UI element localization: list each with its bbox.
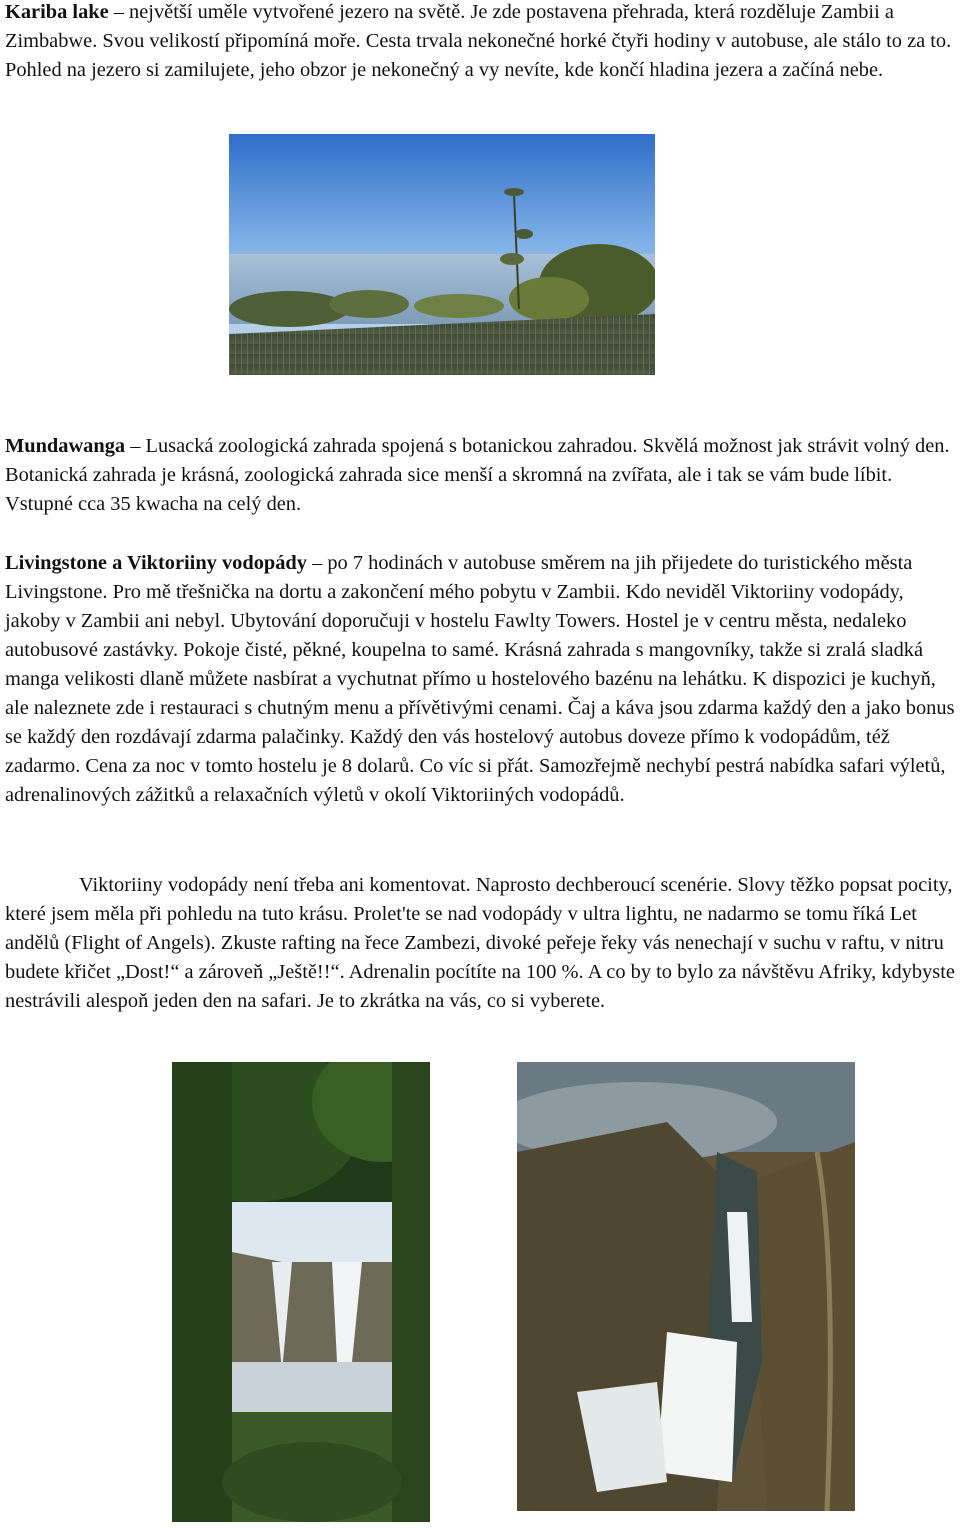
photo-victoria-falls-gorge [172, 1062, 430, 1522]
text-kariba-lake: – největší uměle vytvořené jezero na světě. Je zde postavena přehrada, která rozděluje Zambii a Zimbabwe. Svou velikostí připomíná moře. Cesta trvala nekonečné horké čtyři hodiny v autobuse, ale stálo to za to. Pohled na jezero si zamilujete, jeho obzor je nekonečný a vy nevíte, kde končí hladina jezera a začíná nebe. [5, 1, 952, 81]
text-livingstone: – po 7 hodinách v autobuse směrem na jih přijedete do turistického města Livingstone. Pro mě třešnička na dortu a zakončení mého pobytu v Zambii. Kdo neviděl Viktoriiny vodopády, jakoby v Zambii ani nebyl. Ubytování doporučuji v hostelu Fawlty Towers. Hostel je v centru města, nedaleko autobusové zastávky. Pokoje čisté, pěkné, koupelna to samé. Krásná zahrada s mangovníky, takže si zralá sladká manga velikosti dlaně můžete nasbírat a vychutnat přímo u hostelového bazénu na lehátku. K dispozici je kuchyň, ale naleznete zde i restauraci s chutným menu a přívětivými cenami. Čaj a káva jsou zdarma každý den a jako bonus se každý den rozdávají zdarma palačinky. Každý den vás hostelový autobus doveze přímo k vodopádům, též zadarmo. Cena za noc v tomto hostelu je 8 dolarů. Co víc si přát. Samozřejmě nechybí pestrá nabídka safari výletů, adrenalinových zážitků a relaxačních výletů v okolí Viktoriiných vodopádů. [5, 552, 955, 806]
text-victoria-falls: Viktoriiny vodopády není třeba ani komentovat. Naprosto dechberoucí scenérie. Slovy těžko popsat pocity, které jsem měla při pohledu na tuto krásu. Prolet'te se nad vodopády v ultra lightu, ne nadarmo se tomu říká Let andělů (Flight of Angels). Zkuste rafting na řece Zambezi, divoké peřeje řeky vás nenechají v suchu v raftu, v nitru budete křičet „Dost!“ a zároveň „Ještě!!“. Adrenalin pocítíte na 100 %. A co by to bylo za návštěvu Afriky, kdybyste nestrávili alespoň jeden den na safari. Je to zkrátka na vás, co si vyberete. [5, 874, 955, 1012]
photo-kariba-lake [229, 134, 655, 375]
paragraph-mundawanga [5, 432, 957, 519]
heading-livingstone: Livingstone a Viktoriiny vodopády [5, 552, 307, 574]
photo-victoria-falls-aerial [517, 1062, 855, 1511]
paragraph-kariba-lake [5, 0, 957, 85]
heading-mundawanga: Mundawanga [5, 435, 126, 457]
text-mundawanga: – Lusacká zoologická zahrada spojená s botanickou zahradou. Skvělá možnost jak strávit volný den. Botanická zahrada je krásná, zoologická zahrada sice menší a skromná na zvířata, ale i tak se vám bude líbit. Vstupné cca 35 kwacha na celý den. [5, 435, 950, 515]
heading-kariba-lake: Kariba lake [5, 1, 109, 23]
paragraph-livingstone [5, 549, 957, 810]
paragraph-victoria-falls [5, 871, 957, 1016]
